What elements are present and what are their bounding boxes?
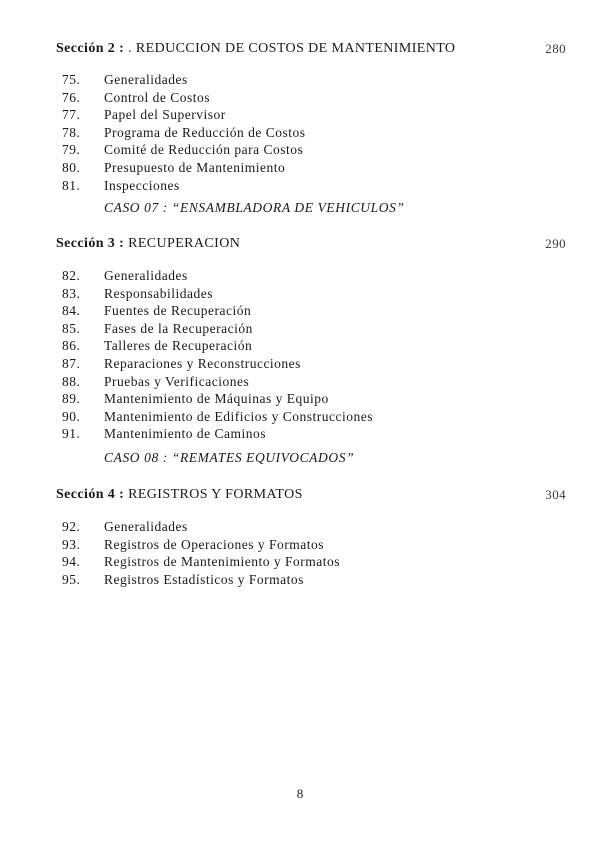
list-item <box>62 373 373 391</box>
section-4-page-ref: 304 <box>545 487 566 502</box>
item-text: Registros de Mantenimiento y Formatos <box>104 554 340 570</box>
section-2-label: Sección 2 : <box>56 41 125 56</box>
list-item <box>62 518 340 536</box>
item-text: Fuentes de Recuperación <box>104 303 252 319</box>
item-number: 88. <box>62 373 81 389</box>
section-3-heading <box>56 236 566 252</box>
item-text: Generalidades <box>104 268 188 283</box>
item-text: Presupuesto de Mantenimiento <box>104 159 286 175</box>
item-number: 79. <box>62 142 81 158</box>
item-number: 83. <box>62 285 81 301</box>
list-item <box>62 89 305 107</box>
item-text: Comité de Reducción para Costos <box>104 142 304 158</box>
item-number: 86. <box>62 338 81 354</box>
list-item <box>62 71 305 89</box>
item-number: 75. <box>62 72 81 87</box>
item-number: 78. <box>62 124 81 140</box>
item-text: Mantenimiento de Edificios y Construcciones <box>104 408 373 424</box>
item-number: 76. <box>62 89 81 105</box>
item-text: Reparaciones y Reconstrucciones <box>104 355 301 371</box>
item-text: Registros de Operaciones y Formatos <box>104 536 324 552</box>
section-2-page-ref: 280 <box>545 41 566 56</box>
item-number: 94. <box>62 554 81 570</box>
list-item <box>62 106 305 124</box>
list-item <box>62 302 373 320</box>
item-number: 95. <box>62 571 81 587</box>
item-number: 93. <box>62 536 81 552</box>
item-text: Inspecciones <box>104 177 180 193</box>
list-item <box>62 355 373 373</box>
item-text: Talleres de Recuperación <box>104 338 253 354</box>
item-text: Generalidades <box>104 72 188 87</box>
section-3-page-ref: 290 <box>545 236 566 251</box>
section-4-heading <box>56 487 566 503</box>
item-number: 90. <box>62 408 81 424</box>
item-number: 89. <box>62 391 81 407</box>
list-item <box>62 390 373 408</box>
list-item <box>62 159 305 177</box>
list-item <box>62 425 373 443</box>
section-4-label: Sección 4 : <box>56 487 125 502</box>
section-4-title: REGISTROS Y FORMATOS <box>128 487 303 502</box>
item-number: 87. <box>62 355 81 371</box>
item-number: 81. <box>62 177 81 193</box>
list-item <box>62 536 340 554</box>
section-3-label: Sección 3 : <box>56 236 125 251</box>
section-2-title: REDUCCION DE COSTOS DE MANTENIMIENTO <box>135 41 456 56</box>
item-number: 77. <box>62 107 81 123</box>
item-number: 84. <box>62 303 81 319</box>
list-item <box>62 571 340 589</box>
list-item <box>62 285 373 303</box>
list-item <box>62 408 373 426</box>
item-text: Fases de la Recuperación <box>104 320 253 336</box>
section-4-item-list <box>62 518 340 588</box>
item-text: Pruebas y Verificaciones <box>104 373 250 389</box>
list-item <box>62 320 373 338</box>
item-text: Control de Costos <box>104 89 211 105</box>
section-3-title: RECUPERACION <box>128 236 241 251</box>
item-text: Mantenimiento de Máquinas y Equipo <box>104 391 329 407</box>
case-07-title: CASO 07 : “ENSAMBLADORA DE VEHICULOS” <box>104 200 405 215</box>
list-item <box>62 267 373 285</box>
case-08-title: CASO 08 : “REMATES EQUIVOCADOS” <box>104 450 355 465</box>
page-number: 8 <box>296 786 304 801</box>
section-3-item-list <box>62 267 373 443</box>
item-number: 80. <box>62 159 81 175</box>
list-item <box>62 177 305 195</box>
section-2-separator: . <box>128 41 132 56</box>
item-text: Programa de Reducción de Costos <box>104 124 306 140</box>
section-2-item-list <box>62 71 305 194</box>
item-number: 82. <box>62 268 81 283</box>
item-text: Mantenimiento de Caminos <box>104 426 266 442</box>
section-2-heading <box>56 41 566 57</box>
item-number: 91. <box>62 426 81 442</box>
list-item <box>62 141 305 159</box>
item-text: Registros Estadísticos y Formatos <box>104 571 304 587</box>
list-item <box>62 124 305 142</box>
item-text: Generalidades <box>104 519 188 534</box>
item-text: Responsabilidades <box>104 285 213 301</box>
item-number: 85. <box>62 320 81 336</box>
list-item <box>62 553 340 571</box>
item-text: Papel del Supervisor <box>104 107 226 123</box>
list-item <box>62 337 373 355</box>
item-number: 92. <box>62 519 81 534</box>
